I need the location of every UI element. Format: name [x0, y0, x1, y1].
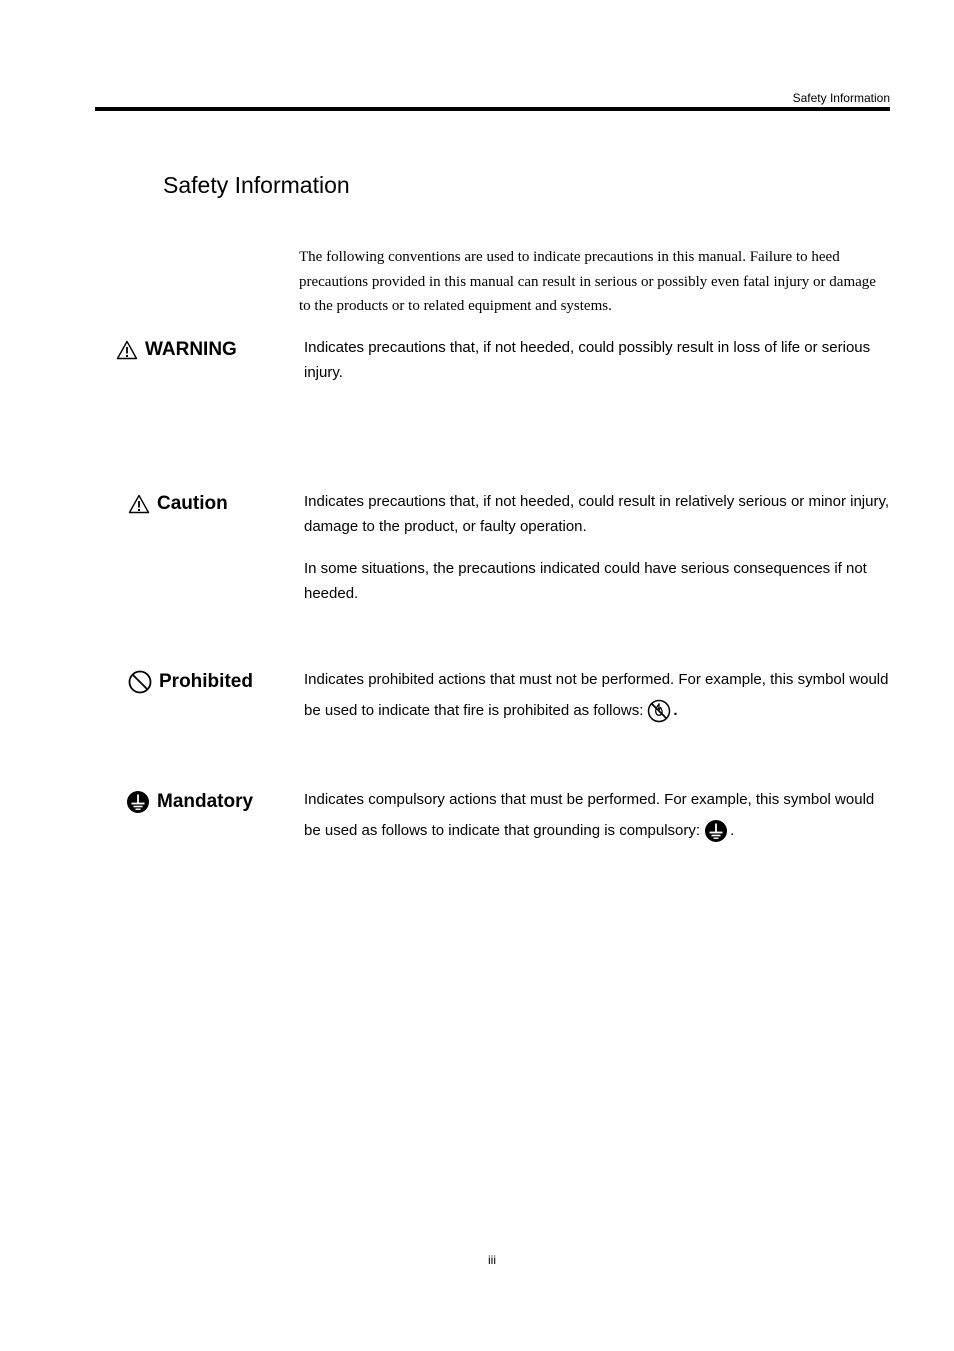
prohibited-icon	[128, 670, 152, 694]
mandatory-description-text: Indicates compulsory actions that must be performed. For example, this symbol would be used as follows to indicate that grounding is compulsory:	[304, 791, 875, 839]
mandatory-label-text: Mandatory	[157, 791, 254, 812]
mandatory-ground-icon	[126, 790, 150, 814]
header-rule	[95, 107, 890, 111]
caution-label-text: Caution	[157, 493, 228, 514]
prohibited-label-text: Prohibited	[159, 671, 253, 692]
caution-label	[128, 493, 228, 515]
warning-label-text: WARNING	[145, 339, 237, 360]
page-title: Safety Information	[163, 172, 350, 198]
prohibited-description-suffix: .	[673, 702, 678, 719]
no-fire-icon	[647, 699, 671, 723]
mandatory-description	[304, 784, 892, 846]
warning-description: Indicates precautions that, if not heeded, could possibly result in loss of life or serious injury.	[304, 339, 871, 381]
caution-description-extra: In some situations, the precautions indicated could have serious consequences if not heeded.	[304, 560, 867, 602]
mandatory-description-suffix: .	[730, 822, 735, 839]
page-number: iii	[488, 1253, 496, 1267]
running-header: Safety Information	[792, 91, 890, 105]
caution-description: Indicates precautions that, if not heeded, could result in relatively serious or minor injury, damage to the product, or faulty operation.	[304, 493, 890, 535]
warning-label	[116, 339, 237, 361]
warning-triangle-icon	[128, 494, 150, 514]
grounding-icon	[704, 819, 728, 843]
intro-paragraph: The following conventions are used to indicate precautions in this manual. Failure to heed precautions provided in this manual can result in serious or possibly even fatal injury or damage to the products or to related equipment and systems.	[299, 249, 876, 314]
mandatory-label	[126, 790, 253, 814]
prohibited-description	[304, 664, 892, 726]
prohibited-description-text: Indicates prohibited actions that must not be performed. For example, this symbol would be used to indicate that fire is prohibited as follows:	[304, 671, 889, 719]
prohibited-label	[128, 670, 253, 694]
warning-triangle-icon	[116, 340, 138, 360]
